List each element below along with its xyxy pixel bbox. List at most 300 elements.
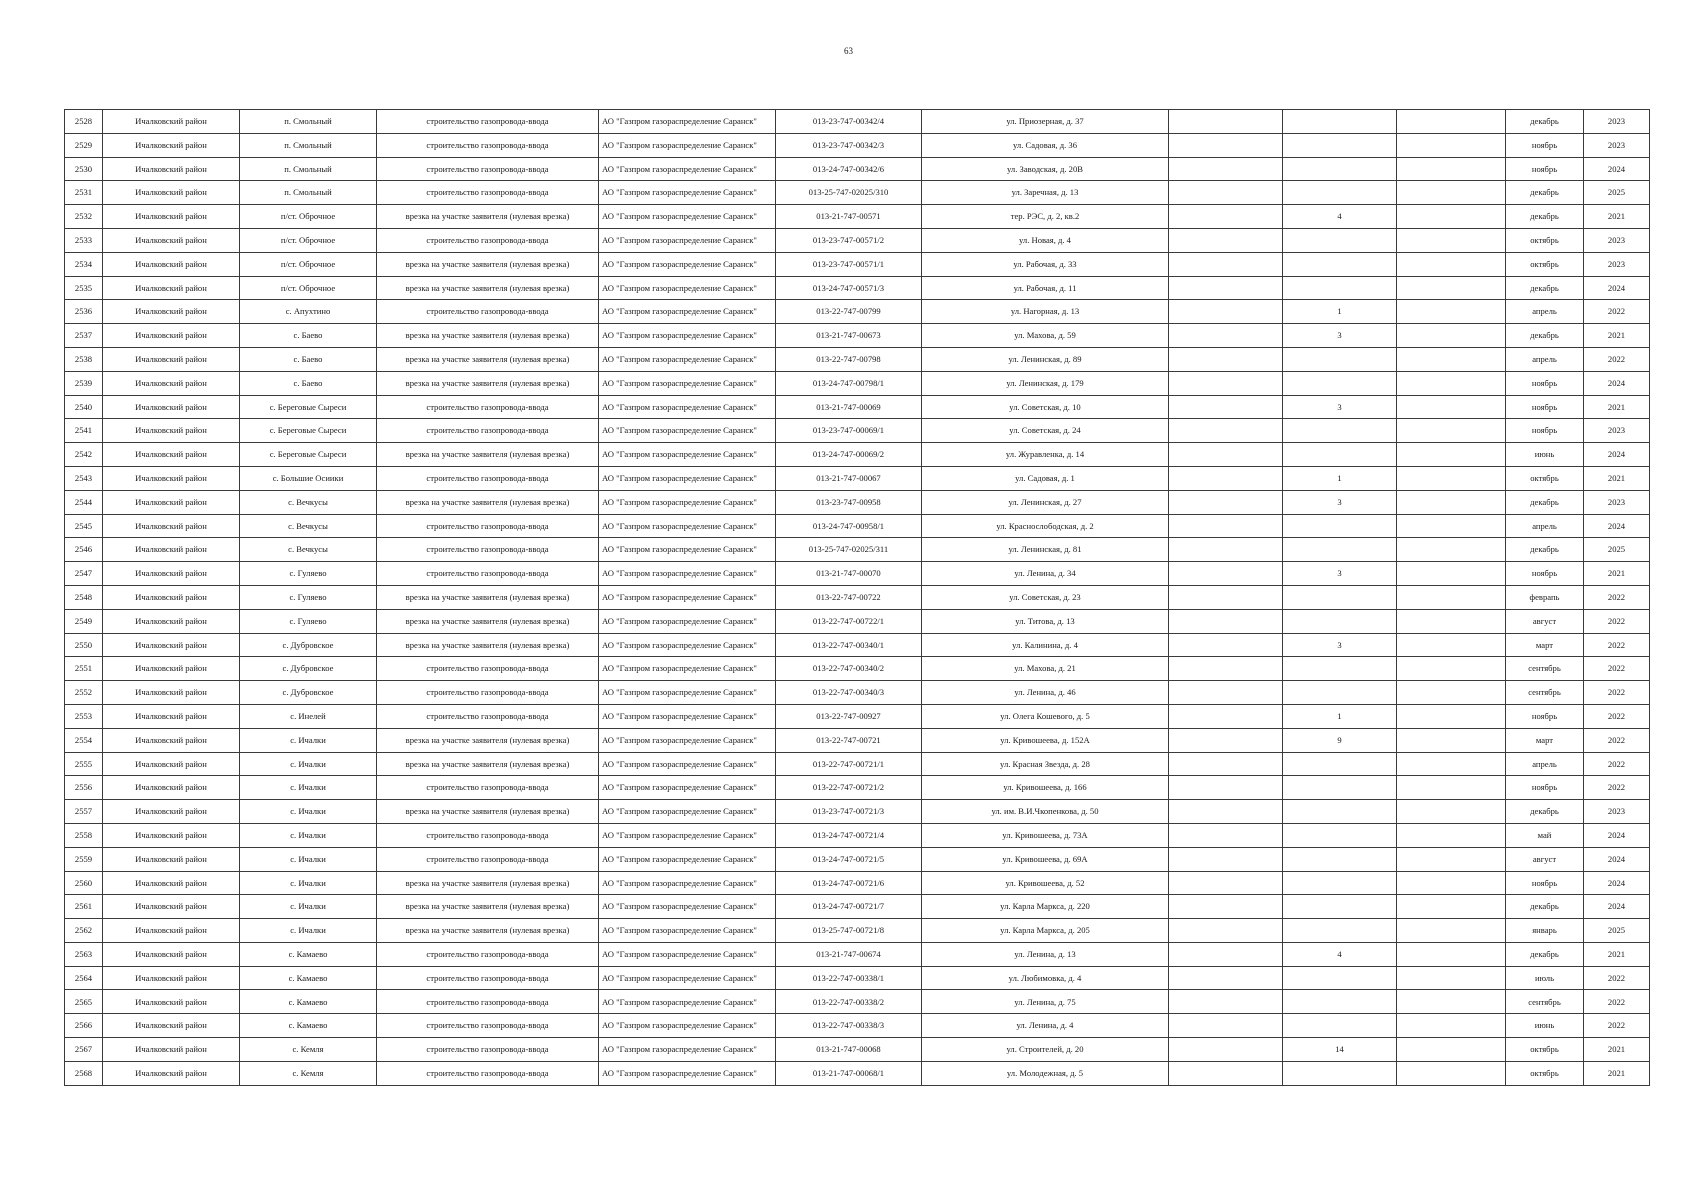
empty-cell-b [1397, 895, 1506, 919]
row-number-cell: 2533 [65, 228, 103, 252]
address-cell: ул. Строителей, д. 20 [922, 1038, 1169, 1062]
district-cell: Ичалковский район [103, 466, 240, 490]
month-cell: сентябрь [1506, 657, 1584, 681]
quantity-cell: 3 [1283, 324, 1397, 348]
month-cell: август [1506, 609, 1584, 633]
contract-number-cell: 013-24-747-00721/7 [776, 895, 922, 919]
year-cell: 2025 [1584, 181, 1650, 205]
work-type-cell: строительство газопровода-ввода [377, 942, 599, 966]
quantity-cell [1283, 823, 1397, 847]
table-row [65, 895, 1650, 919]
empty-cell-a [1169, 514, 1283, 538]
empty-cell-b [1397, 823, 1506, 847]
table-row [65, 276, 1650, 300]
quantity-cell [1283, 776, 1397, 800]
organization-cell: АО "Газпром газораспределение Саранск" [599, 395, 776, 419]
year-cell: 2022 [1584, 300, 1650, 324]
contract-number-cell: 013-21-747-00067 [776, 466, 922, 490]
year-cell: 2021 [1584, 942, 1650, 966]
work-type-cell: строительство газопровода-ввода [377, 514, 599, 538]
year-cell: 2024 [1584, 514, 1650, 538]
contract-number-cell: 013-23-747-00069/1 [776, 419, 922, 443]
organization-cell: АО "Газпром газораспределение Саранск" [599, 728, 776, 752]
year-cell: 2021 [1584, 395, 1650, 419]
year-cell: 2024 [1584, 895, 1650, 919]
organization-cell: АО "Газпром газораспределение Саранск" [599, 800, 776, 824]
empty-cell-a [1169, 466, 1283, 490]
row-number-cell: 2535 [65, 276, 103, 300]
district-cell: Ичалковский район [103, 871, 240, 895]
district-cell: Ичалковский район [103, 609, 240, 633]
quantity-cell [1283, 371, 1397, 395]
month-cell: декабрь [1506, 800, 1584, 824]
settlement-cell: с. Баево [240, 324, 377, 348]
district-cell: Ичалковский район [103, 657, 240, 681]
empty-cell-b [1397, 942, 1506, 966]
empty-cell-a [1169, 728, 1283, 752]
quantity-cell [1283, 752, 1397, 776]
work-type-cell: строительство газопровода-ввода [377, 300, 599, 324]
row-number-cell: 2547 [65, 562, 103, 586]
empty-cell-b [1397, 1014, 1506, 1038]
settlement-cell: с. Кемля [240, 1038, 377, 1062]
empty-cell-a [1169, 609, 1283, 633]
work-type-cell: врезка на участке заявителя (нулевая врезка) [377, 585, 599, 609]
year-cell: 2023 [1584, 419, 1650, 443]
empty-cell-a [1169, 324, 1283, 348]
empty-cell-a [1169, 1014, 1283, 1038]
settlement-cell: с. Баево [240, 371, 377, 395]
month-cell: сентябрь [1506, 990, 1584, 1014]
empty-cell-a [1169, 110, 1283, 134]
address-cell: ул. Ленина, д. 75 [922, 990, 1169, 1014]
settlement-cell: с. Ичалки [240, 728, 377, 752]
work-type-cell: врезка на участке заявителя (нулевая врезка) [377, 609, 599, 633]
quantity-cell [1283, 443, 1397, 467]
address-cell: ул. Садовая, д. 1 [922, 466, 1169, 490]
empty-cell-b [1397, 800, 1506, 824]
table-row [65, 562, 1650, 586]
district-cell: Ичалковский район [103, 395, 240, 419]
empty-cell-b [1397, 1038, 1506, 1062]
contract-number-cell: 013-24-747-00721/6 [776, 871, 922, 895]
district-cell: Ичалковский район [103, 324, 240, 348]
empty-cell-a [1169, 371, 1283, 395]
row-number-cell: 2540 [65, 395, 103, 419]
address-cell: ул. Садовая, д. 36 [922, 133, 1169, 157]
settlement-cell: с. Гуляево [240, 562, 377, 586]
contract-number-cell: 013-21-747-00571 [776, 205, 922, 229]
contract-number-cell: 013-22-747-00721/1 [776, 752, 922, 776]
month-cell: июнь [1506, 443, 1584, 467]
settlement-cell: с. Ичалки [240, 823, 377, 847]
year-cell: 2022 [1584, 966, 1650, 990]
empty-cell-b [1397, 466, 1506, 490]
empty-cell-a [1169, 800, 1283, 824]
year-cell: 2022 [1584, 990, 1650, 1014]
district-cell: Ичалковский район [103, 704, 240, 728]
settlement-cell: п. Смольный [240, 110, 377, 134]
quantity-cell [1283, 919, 1397, 943]
work-type-cell: строительство газопровода-ввода [377, 966, 599, 990]
organization-cell: АО "Газпром газораспределение Саранск" [599, 966, 776, 990]
row-number-cell: 2532 [65, 205, 103, 229]
contract-number-cell: 013-23-747-00342/4 [776, 110, 922, 134]
district-cell: Ичалковский район [103, 776, 240, 800]
district-cell: Ичалковский район [103, 276, 240, 300]
organization-cell: АО "Газпром газораспределение Саранск" [599, 1061, 776, 1085]
year-cell: 2023 [1584, 252, 1650, 276]
quantity-cell [1283, 157, 1397, 181]
organization-cell: АО "Газпром газораспределение Саранск" [599, 300, 776, 324]
district-cell: Ичалковский район [103, 847, 240, 871]
settlement-cell: с. Ичалки [240, 752, 377, 776]
work-type-cell: строительство газопровода-ввода [377, 181, 599, 205]
year-cell: 2022 [1584, 752, 1650, 776]
month-cell: ноябрь [1506, 371, 1584, 395]
quantity-cell [1283, 1061, 1397, 1085]
empty-cell-b [1397, 110, 1506, 134]
contract-number-cell: 013-21-747-00068/1 [776, 1061, 922, 1085]
settlement-cell: с. Вечкусы [240, 538, 377, 562]
empty-cell-b [1397, 443, 1506, 467]
empty-cell-b [1397, 919, 1506, 943]
page-number: 63 [844, 46, 853, 56]
row-number-cell: 2566 [65, 1014, 103, 1038]
quantity-cell: 3 [1283, 633, 1397, 657]
row-number-cell: 2559 [65, 847, 103, 871]
work-type-cell: строительство газопровода-ввода [377, 228, 599, 252]
address-cell: ул. Ленина, д. 4 [922, 1014, 1169, 1038]
settlement-cell: п/ст. Оброчное [240, 276, 377, 300]
district-cell: Ичалковский район [103, 1038, 240, 1062]
contract-number-cell: 013-22-747-00340/3 [776, 681, 922, 705]
settlement-cell: с. Большие Осиики [240, 466, 377, 490]
table-row [65, 728, 1650, 752]
district-cell: Ичалковский район [103, 1014, 240, 1038]
settlement-cell: с. Ичалки [240, 800, 377, 824]
address-cell: тер. РЭС, д. 2, кв.2 [922, 205, 1169, 229]
settlement-cell: с. Дубровское [240, 633, 377, 657]
empty-cell-b [1397, 871, 1506, 895]
organization-cell: АО "Газпром газораспределение Саранск" [599, 1014, 776, 1038]
settlement-cell: с. Ичалки [240, 895, 377, 919]
empty-cell-a [1169, 562, 1283, 586]
year-cell: 2024 [1584, 847, 1650, 871]
work-type-cell: строительство газопровода-ввода [377, 466, 599, 490]
contract-number-cell: 013-23-747-00571/2 [776, 228, 922, 252]
work-type-cell: врезка на участке заявителя (нулевая врезка) [377, 728, 599, 752]
contract-number-cell: 013-22-747-00798 [776, 347, 922, 371]
organization-cell: АО "Газпром газораспределение Саранск" [599, 443, 776, 467]
table-row [65, 800, 1650, 824]
row-number-cell: 2558 [65, 823, 103, 847]
work-type-cell: строительство газопровода-ввода [377, 395, 599, 419]
address-cell: ул. Советская, д. 23 [922, 585, 1169, 609]
row-number-cell: 2560 [65, 871, 103, 895]
year-cell: 2022 [1584, 704, 1650, 728]
address-cell: ул. Махова, д. 59 [922, 324, 1169, 348]
row-number-cell: 2529 [65, 133, 103, 157]
quantity-cell [1283, 538, 1397, 562]
settlement-cell: с. Баево [240, 347, 377, 371]
table-row [65, 252, 1650, 276]
row-number-cell: 2549 [65, 609, 103, 633]
empty-cell-a [1169, 490, 1283, 514]
work-type-cell: строительство газопровода-ввода [377, 110, 599, 134]
contract-number-cell: 013-23-747-00721/3 [776, 800, 922, 824]
year-cell: 2022 [1584, 728, 1650, 752]
empty-cell-a [1169, 823, 1283, 847]
table-row [65, 990, 1650, 1014]
month-cell: декабрь [1506, 324, 1584, 348]
contract-number-cell: 013-22-747-00722/1 [776, 609, 922, 633]
registry-body [65, 110, 1650, 1086]
address-cell: ул. Ленинская, д. 89 [922, 347, 1169, 371]
row-number-cell: 2557 [65, 800, 103, 824]
month-cell: апрель [1506, 514, 1584, 538]
organization-cell: АО "Газпром газораспределение Саранск" [599, 514, 776, 538]
month-cell: июль [1506, 966, 1584, 990]
quantity-cell [1283, 1014, 1397, 1038]
row-number-cell: 2567 [65, 1038, 103, 1062]
empty-cell-b [1397, 1061, 1506, 1085]
row-number-cell: 2562 [65, 919, 103, 943]
organization-cell: АО "Газпром газораспределение Саранск" [599, 847, 776, 871]
work-type-cell: врезка на участке заявителя (нулевая врезка) [377, 276, 599, 300]
empty-cell-b [1397, 276, 1506, 300]
quantity-cell: 1 [1283, 704, 1397, 728]
year-cell: 2025 [1584, 919, 1650, 943]
year-cell: 2022 [1584, 657, 1650, 681]
quantity-cell: 4 [1283, 942, 1397, 966]
year-cell: 2021 [1584, 324, 1650, 348]
quantity-cell: 3 [1283, 395, 1397, 419]
quantity-cell [1283, 181, 1397, 205]
year-cell: 2022 [1584, 347, 1650, 371]
row-number-cell: 2563 [65, 942, 103, 966]
quantity-cell [1283, 514, 1397, 538]
table-row [65, 704, 1650, 728]
row-number-cell: 2556 [65, 776, 103, 800]
quantity-cell: 3 [1283, 562, 1397, 586]
quantity-cell [1283, 681, 1397, 705]
row-number-cell: 2543 [65, 466, 103, 490]
work-type-cell: строительство газопровода-ввода [377, 776, 599, 800]
month-cell: декабрь [1506, 490, 1584, 514]
month-cell: декабрь [1506, 205, 1584, 229]
year-cell: 2022 [1584, 776, 1650, 800]
empty-cell-a [1169, 228, 1283, 252]
district-cell: Ичалковский район [103, 347, 240, 371]
year-cell: 2023 [1584, 133, 1650, 157]
empty-cell-b [1397, 371, 1506, 395]
empty-cell-b [1397, 990, 1506, 1014]
empty-cell-b [1397, 205, 1506, 229]
empty-cell-b [1397, 157, 1506, 181]
settlement-cell: с. Апухтино [240, 300, 377, 324]
row-number-cell: 2528 [65, 110, 103, 134]
month-cell: феврапь [1506, 585, 1584, 609]
month-cell: апрель [1506, 300, 1584, 324]
contract-number-cell: 013-24-747-00571/3 [776, 276, 922, 300]
district-cell: Ичалковский район [103, 443, 240, 467]
empty-cell-b [1397, 752, 1506, 776]
organization-cell: АО "Газпром газораспределение Саранск" [599, 538, 776, 562]
year-cell: 2025 [1584, 538, 1650, 562]
month-cell: ноябрь [1506, 395, 1584, 419]
district-cell: Ичалковский район [103, 157, 240, 181]
organization-cell: АО "Газпром газораспределение Саранск" [599, 110, 776, 134]
table-row [65, 1014, 1650, 1038]
district-cell: Ичалковский район [103, 205, 240, 229]
settlement-cell: с. Ичалки [240, 776, 377, 800]
settlement-cell: с. Камаево [240, 1014, 377, 1038]
quantity-cell [1283, 966, 1397, 990]
empty-cell-a [1169, 443, 1283, 467]
year-cell: 2021 [1584, 1038, 1650, 1062]
work-type-cell: строительство газопровода-ввода [377, 1061, 599, 1085]
month-cell: октябрь [1506, 1038, 1584, 1062]
month-cell: декабрь [1506, 181, 1584, 205]
empty-cell-b [1397, 419, 1506, 443]
registry-table [64, 109, 1650, 1086]
address-cell: ул. Новая, д. 4 [922, 228, 1169, 252]
address-cell: ул. Махова, д. 21 [922, 657, 1169, 681]
month-cell: август [1506, 847, 1584, 871]
empty-cell-b [1397, 324, 1506, 348]
work-type-cell: врезка на участке заявителя (нулевая врезка) [377, 371, 599, 395]
month-cell: ноябрь [1506, 419, 1584, 443]
empty-cell-b [1397, 490, 1506, 514]
settlement-cell: с. Вечкусы [240, 514, 377, 538]
settlement-cell: п/ст. Оброчное [240, 205, 377, 229]
address-cell: ул. Рабочая, д. 11 [922, 276, 1169, 300]
organization-cell: АО "Газпром газораспределение Саранск" [599, 633, 776, 657]
address-cell: ул. Нагорная, д. 13 [922, 300, 1169, 324]
contract-number-cell: 013-21-747-00070 [776, 562, 922, 586]
organization-cell: АО "Газпром газораспределение Саранск" [599, 490, 776, 514]
district-cell: Ичалковский район [103, 681, 240, 705]
row-number-cell: 2550 [65, 633, 103, 657]
quantity-cell [1283, 895, 1397, 919]
table-row [65, 371, 1650, 395]
year-cell: 2024 [1584, 823, 1650, 847]
table-row [65, 181, 1650, 205]
empty-cell-a [1169, 871, 1283, 895]
address-cell: ул. Ленина, д. 13 [922, 942, 1169, 966]
contract-number-cell: 013-21-747-00069 [776, 395, 922, 419]
work-type-cell: строительство газопровода-ввода [377, 704, 599, 728]
empty-cell-a [1169, 1061, 1283, 1085]
table-row [65, 419, 1650, 443]
quantity-cell: 1 [1283, 466, 1397, 490]
organization-cell: АО "Газпром газораспределение Саранск" [599, 681, 776, 705]
month-cell: октябрь [1506, 1061, 1584, 1085]
quantity-cell: 9 [1283, 728, 1397, 752]
table-row [65, 633, 1650, 657]
settlement-cell: с. Береговые Сыреси [240, 419, 377, 443]
month-cell: ноябрь [1506, 704, 1584, 728]
contract-number-cell: 013-22-747-00338/2 [776, 990, 922, 1014]
organization-cell: АО "Газпром газораспределение Саранск" [599, 371, 776, 395]
year-cell: 2022 [1584, 633, 1650, 657]
table-row [65, 681, 1650, 705]
table-row [65, 776, 1650, 800]
empty-cell-b [1397, 538, 1506, 562]
address-cell: ул. Карла Маркса, д. 220 [922, 895, 1169, 919]
row-number-cell: 2565 [65, 990, 103, 1014]
address-cell: ул. Ленинская, д. 179 [922, 371, 1169, 395]
district-cell: Ичалковский район [103, 895, 240, 919]
settlement-cell: с. Дубровское [240, 657, 377, 681]
empty-cell-b [1397, 585, 1506, 609]
row-number-cell: 2552 [65, 681, 103, 705]
empty-cell-b [1397, 181, 1506, 205]
year-cell: 2023 [1584, 490, 1650, 514]
address-cell: ул. Олега Кошевого, д. 5 [922, 704, 1169, 728]
year-cell: 2024 [1584, 157, 1650, 181]
table-row [65, 110, 1650, 134]
row-number-cell: 2545 [65, 514, 103, 538]
contract-number-cell: 013-22-747-00927 [776, 704, 922, 728]
quantity-cell [1283, 110, 1397, 134]
quantity-cell [1283, 228, 1397, 252]
settlement-cell: с. Дубровское [240, 681, 377, 705]
address-cell: ул. Заречная, д. 13 [922, 181, 1169, 205]
table-row [65, 228, 1650, 252]
district-cell: Ичалковский район [103, 371, 240, 395]
row-number-cell: 2561 [65, 895, 103, 919]
month-cell: март [1506, 633, 1584, 657]
empty-cell-b [1397, 657, 1506, 681]
year-cell: 2021 [1584, 1061, 1650, 1085]
month-cell: ноябрь [1506, 133, 1584, 157]
organization-cell: АО "Газпром газораспределение Саранск" [599, 823, 776, 847]
table-row [65, 585, 1650, 609]
work-type-cell: строительство газопровода-ввода [377, 847, 599, 871]
quantity-cell [1283, 419, 1397, 443]
table-row [65, 133, 1650, 157]
table-row [65, 395, 1650, 419]
contract-number-cell: 013-24-747-00721/5 [776, 847, 922, 871]
empty-cell-b [1397, 776, 1506, 800]
empty-cell-a [1169, 133, 1283, 157]
empty-cell-b [1397, 300, 1506, 324]
organization-cell: АО "Газпром газораспределение Саранск" [599, 752, 776, 776]
quantity-cell [1283, 347, 1397, 371]
contract-number-cell: 013-22-747-00721/2 [776, 776, 922, 800]
organization-cell: АО "Газпром газораспределение Саранск" [599, 324, 776, 348]
district-cell: Ичалковский район [103, 990, 240, 1014]
contract-number-cell: 013-24-747-00721/4 [776, 823, 922, 847]
contract-number-cell: 013-21-747-00673 [776, 324, 922, 348]
table-row [65, 609, 1650, 633]
district-cell: Ичалковский район [103, 942, 240, 966]
empty-cell-b [1397, 252, 1506, 276]
table-row [65, 1061, 1650, 1085]
month-cell: апрель [1506, 347, 1584, 371]
district-cell: Ичалковский район [103, 562, 240, 586]
month-cell: декабрь [1506, 276, 1584, 300]
empty-cell-a [1169, 966, 1283, 990]
organization-cell: АО "Газпром газораспределение Саранск" [599, 776, 776, 800]
organization-cell: АО "Газпром газораспределение Саранск" [599, 942, 776, 966]
contract-number-cell: 013-23-747-00571/1 [776, 252, 922, 276]
empty-cell-a [1169, 1038, 1283, 1062]
contract-number-cell: 013-25-747-02025/310 [776, 181, 922, 205]
table-row [65, 466, 1650, 490]
